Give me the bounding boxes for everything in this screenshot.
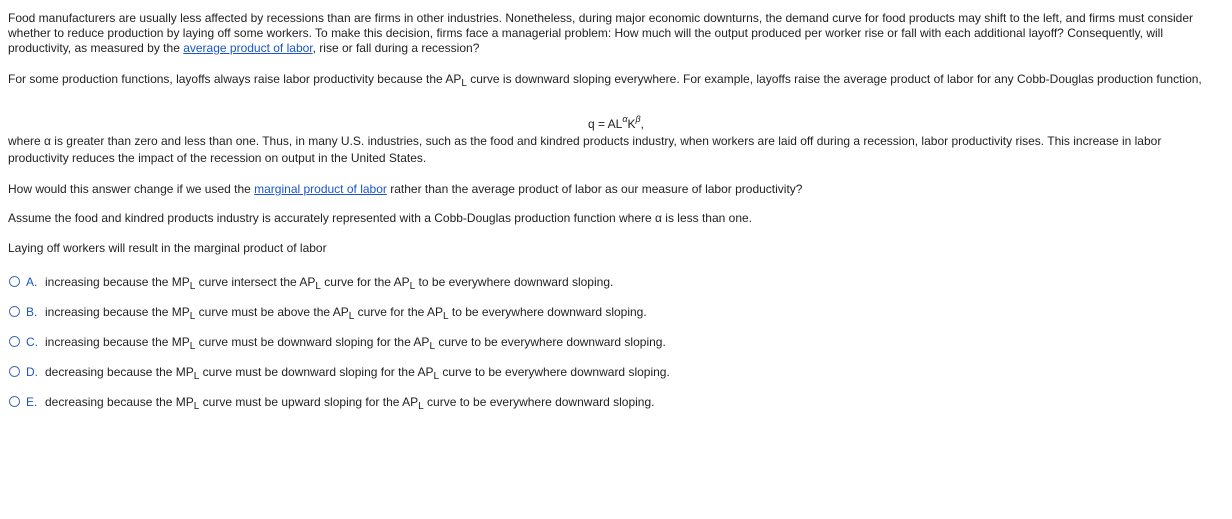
where-paragraph: where α is greater than zero and less than one. Thus, in many U.S. industries, such as the food and kindred products industry, when workers are laid off during a recession, labor productivity rises. This increase in labor productivity reduces the impact of the recession on output in the United States. [8,134,1162,165]
option-letter: B. [26,305,38,319]
formula-end: , [640,117,645,131]
intro-text-end: , rise or fall during a recession? [312,41,480,55]
option-text: increasing because the $MP_L$ curve must be downward sloping for the $AP_L$ curve to be everywhere downward sloping. [45,335,666,352]
para1-text: For some production functions, layoffs always raise labor productivity because the AP [8,72,462,86]
radio-button[interactable] [9,336,20,347]
para1-text-end: curve is downward sloping everywhere. For example, layoffs raise the average product of labor for any Cobb-Douglas production function, [466,72,1202,86]
option-b[interactable] [8,305,1224,335]
formula-alpha: α [622,114,628,124]
question-text-end: rather than the average product of labor as our measure of labor productivity? [386,182,803,196]
option-text: increasing because the $MP_L$ curve intersect the $AP_L$ curve for the $AP_L$ to be everywhere downward sloping. [45,275,614,292]
option-c[interactable] [8,335,1224,365]
option-text: increasing because the $MP_L$ curve must be above the $AP_L$ curve for the $AP_L$ to be everywhere downward sloping. [45,305,647,322]
option-letter: C. [26,335,38,349]
option-text: decreasing because the $MP_L$ curve must be downward sloping for the $AP_L$ curve to be everywhere downward sloping. [45,365,670,382]
intro-paragraph [8,11,1224,56]
option-e[interactable] [8,395,1224,425]
radio-button[interactable] [9,366,20,377]
question-text: How would this answer change if we used the [8,182,255,196]
question-page [8,11,1224,425]
radio-button[interactable] [9,276,20,287]
radio-button[interactable] [9,306,20,317]
formula-beta: β [635,114,641,124]
prompt-paragraph: Laying off workers will result in the marginal product of labor [8,241,327,255]
option-letter: E. [26,395,38,409]
option-letter: A. [26,275,38,289]
cobb-douglas-formula [8,109,1224,129]
option-a[interactable] [8,275,1224,305]
formula-base: q = AL [587,117,623,131]
answer-options [8,275,1224,425]
production-function-paragraph [8,70,1224,93]
assume-paragraph: Assume the food and kindred products industry is accurately represented with a Cobb-Douglas production function where α is less than one. [8,211,753,225]
option-d[interactable] [8,365,1224,395]
question-paragraph [8,182,1224,197]
marginal-product-link[interactable]: marginal product of labor [254,182,387,196]
option-text: decreasing because the $MP_L$ curve must be upward sloping for the $AP_L$ curve to be everywhere downward sloping. [45,395,655,412]
para1-subscript: L [461,78,467,89]
formula-k: K [627,117,636,131]
intro-text: Food manufacturers are usually less affected by recessions than are firms in other industries. Nonetheless, during major economic downturns, the demand curve for food products may shift to the left, and firms must consider whether to reduce production by laying off some workers. To make this decision, firms face a managerial problem: How much will the output produced per worker rise or fall with each additional layoff? Consequently, will productivity, as measured by the [8,11,1194,55]
radio-button[interactable] [9,396,20,407]
average-product-link[interactable]: average product of labor [183,41,313,55]
option-letter: D. [26,365,38,379]
